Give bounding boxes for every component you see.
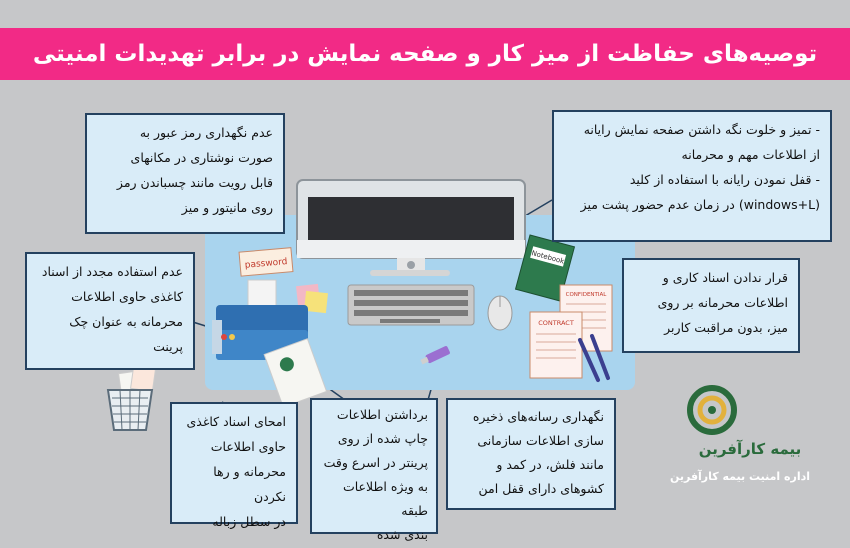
callout-password-line: صورت نوشتاری در مکانهای xyxy=(130,150,273,165)
callout-reuse-line: عدم استفاده مجدد از اسناد xyxy=(41,264,183,279)
brand-department: اداره امنیت بیمه کارآفرین xyxy=(669,470,811,483)
password-note-text: password xyxy=(244,257,288,271)
callout-documents-line: میز، بدون مراقبت کاربر xyxy=(664,320,788,335)
callout-printer-line: چاپ شده از روی xyxy=(337,431,428,446)
brand-name: بیمه کارآفرین xyxy=(698,440,802,458)
callout-reuse-line: پرینت xyxy=(153,339,183,354)
callout-screen-line: از اطلاعات مهم و محرمانه xyxy=(681,147,820,162)
callout-destroy-line: حاوی اطلاعات xyxy=(210,439,286,454)
notebook-label: Notebook xyxy=(530,249,566,266)
callout-printer-line: پرینتر در اسرع وقت xyxy=(323,455,428,470)
callout-documents-line: قرار ندادن اسناد کاری و xyxy=(662,270,788,285)
callout-printer-line: به ویژه اطلاعات طبقه xyxy=(342,479,428,518)
callout-screen-line: - تمیز و خلوت نگه داشتن صفحه نمایش رایانه xyxy=(583,122,820,137)
callout-media-line: سازی اطلاعات سازمانی xyxy=(477,433,604,448)
callout-reuse-line: محرمانه به عنوان چک xyxy=(69,314,183,329)
callout-screen-line: - قفل نمودن رایانه با استفاده از کلید xyxy=(629,172,820,187)
callout-destroy-line: در سطل زباله xyxy=(212,514,286,529)
callout-reuse-line: کاغذی حاوی اطلاعات xyxy=(71,289,183,304)
callout-destroy-line: امحای اسناد کاغذی xyxy=(186,414,286,429)
callout-printer-line: برداشتن اطلاعات xyxy=(336,407,428,422)
callout-media-line: نگهداری رسانه‌های ذخیره xyxy=(472,409,604,424)
callout-destroy-line: محرمانه و رها نکردن xyxy=(213,464,286,504)
contract-label: CONTRACT xyxy=(538,319,574,327)
callout-documents-line: اطلاعات محرمانه بر روی xyxy=(657,295,788,310)
callout-password-line: عدم نگهداری رمز عبور به xyxy=(139,125,273,140)
callout-password-line: قابل رویت مانند چسباندن رمز xyxy=(116,175,273,190)
callout-media-line: مانند فلش، در کمد و xyxy=(496,457,604,472)
callout-screen-line: (windows+L) در زمان عدم حضور پشت میز xyxy=(580,197,820,212)
callout-password-line: روی مانیتور و میز xyxy=(181,200,273,215)
callout-printer-line: بندی شده xyxy=(376,527,428,542)
callout-media-line: کشوهای دارای قفل امن xyxy=(478,481,604,496)
page-title: توصیه‌های حفاظت از میز کار و صفحه نمایش در برابر تهدیدات امنیتی xyxy=(32,41,818,67)
confidential-label: CONFIDENTIAL xyxy=(565,292,607,298)
